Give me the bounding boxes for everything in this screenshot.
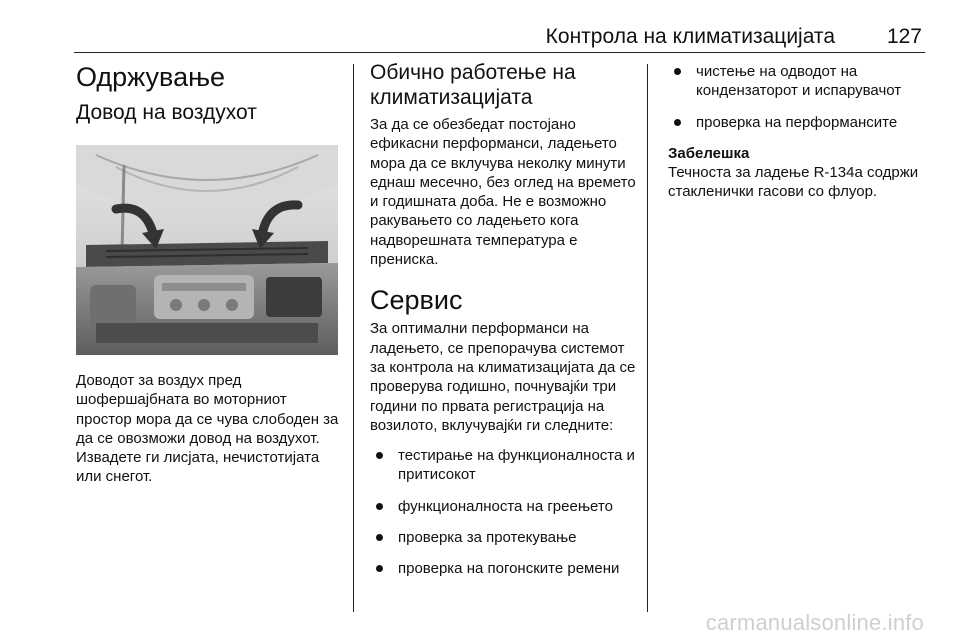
air-intake-paragraph: Доводот за воздух пред шофершајбната во моторниот простор мора да се чува слободен за да се овозможи довод на воздухот. Извадете ги лисјата, нечистотијата или снегот. bbox=[76, 372, 339, 486]
normal-operation-paragraph: За да се обезбедат постојано ефикасни перформанси, ладењето мора да се вклучува неколку минути еднаш месечно, без оглед на времето и годишната доба. Не е возможно ракувањето со ладењето кога надворешната температура е прениска. bbox=[370, 116, 636, 269]
list-item: проверка на погонските ремени bbox=[370, 559, 640, 578]
column-divider-1 bbox=[353, 64, 354, 612]
list-item: проверка на перформансите bbox=[668, 113, 928, 132]
service-checklist-continued bbox=[668, 62, 928, 132]
list-item: тестирање на функционалноста и притисокот bbox=[370, 446, 640, 485]
list-item: чистење на одводот на кондензаторот и испарувачот bbox=[668, 62, 928, 101]
column-divider-2 bbox=[647, 64, 648, 612]
bullet-icon bbox=[376, 503, 383, 510]
page-header-title: Контрола на климатизацијата bbox=[545, 25, 835, 48]
service-paragraph: За оптимални перформанси на ладењето, се препорачува системот за контрола на климатизацијата да се проверува годишно, почнувајќи три години по првата регистрација на возилото, вклучувајќи ги следните: bbox=[370, 320, 636, 434]
section-heading-service: Сервис bbox=[370, 285, 463, 316]
section-heading-normal-operation: Обично работење на климатизацијата bbox=[370, 61, 576, 109]
bullet-icon bbox=[674, 119, 681, 126]
engine-bay-photo bbox=[76, 145, 338, 355]
bullet-icon bbox=[674, 68, 681, 75]
column-2 bbox=[370, 60, 640, 591]
note-text: Течноста за ладење R-134a содржи стакленички гасови со флуор. bbox=[668, 163, 919, 201]
bullet-icon bbox=[376, 452, 383, 459]
list-item: проверка за протекување bbox=[370, 528, 640, 547]
list-item: функционалноста на греењето bbox=[370, 497, 640, 516]
bullet-icon bbox=[376, 534, 383, 541]
section-heading-maintenance: Одржување bbox=[76, 62, 226, 92]
bullet-icon bbox=[376, 565, 383, 572]
note-title: Забелешка bbox=[668, 144, 750, 162]
column-3 bbox=[668, 62, 928, 201]
column-1 bbox=[76, 60, 342, 487]
page-number: 127 bbox=[886, 25, 922, 48]
subsection-heading-air-intake: Довод на воздухот bbox=[76, 101, 257, 124]
watermark: carmanualsonline.info bbox=[705, 610, 924, 635]
header-rule bbox=[74, 52, 925, 53]
service-checklist bbox=[370, 446, 640, 578]
